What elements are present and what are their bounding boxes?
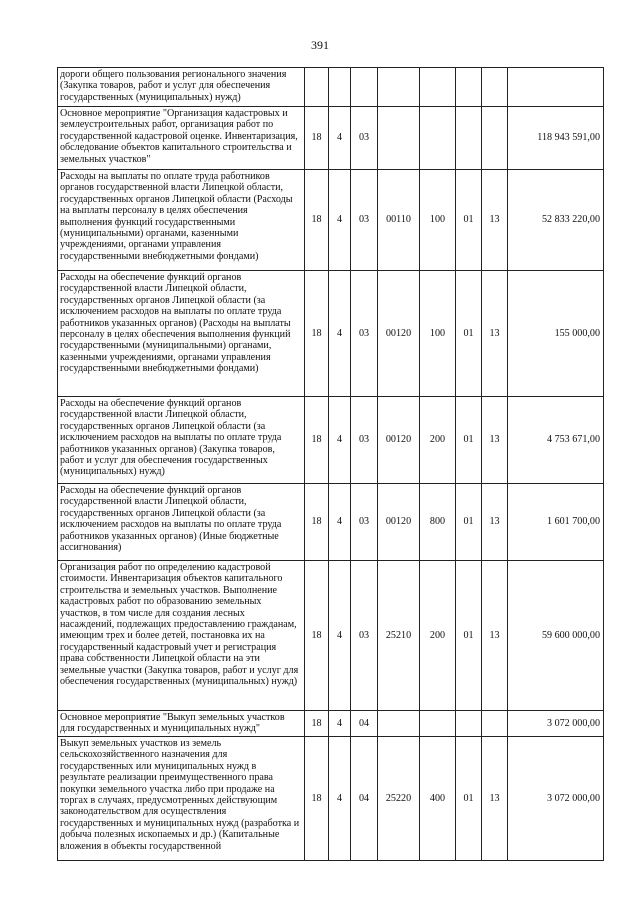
cell-c2: 4: [329, 271, 351, 397]
cell-c7: 13: [482, 484, 508, 561]
row-amount: 155 000,00: [508, 271, 604, 397]
cell-c5: 200: [420, 397, 456, 484]
cell-c7: 13: [482, 737, 508, 861]
cell-c2: 4: [329, 170, 351, 271]
table-row: [58, 484, 604, 561]
row-name: Выкуп земельных участков из земель сельскохозяйственного назначения для государственных или муниципальных нужд в результате реализации преимущественного права покупки земельного участка либо при продаже на торгах в случаях, предусмотренных действующим законодательством для осуществления государственных и муниципальных нужд (разработка и добыча полезных ископаемых и др.) (Капитальные вложения в объекты государственной: [58, 737, 305, 861]
table-row: [58, 107, 604, 170]
table-row: [58, 68, 604, 107]
row-name: Основное мероприятие "Выкуп земельных участков для государственных и муниципальных нужд": [58, 711, 305, 737]
cell-c3: 03: [351, 397, 378, 484]
cell-c7: 13: [482, 271, 508, 397]
cell-c3: 03: [351, 170, 378, 271]
cell-c3: 04: [351, 711, 378, 737]
row-name: Расходы на обеспечение функций органов государственной власти Липецкой области, государственных органов Липецкой области (за исключением расходов на выплаты по оплате труда работников указанных органов) (Закупка товаров, работ и услуг для обеспечения государственных (муниципальных) нужд): [58, 397, 305, 484]
cell-c3: 03: [351, 107, 378, 170]
cell-c2: 4: [329, 711, 351, 737]
cell-c1: [305, 68, 329, 107]
row-name: Расходы на обеспечение функций органов государственной власти Липецкой области, государственных органов Липецкой области (за исключением расходов на выплаты по оплате труда работников указанных органов) (Расходы на выплаты персоналу в целях обеспечения выполнения функций государственными (муниципальными) органами, казенными учреждениями, органами управления государственными внебюджетными фондами): [58, 271, 305, 397]
cell-c6: [456, 107, 482, 170]
cell-c7: 13: [482, 561, 508, 711]
cell-c6: 01: [456, 397, 482, 484]
cell-c4: 00120: [378, 397, 420, 484]
cell-c7: [482, 711, 508, 737]
table-row: [58, 271, 604, 397]
cell-c4: [378, 107, 420, 170]
cell-c3: 03: [351, 484, 378, 561]
row-amount: [508, 68, 604, 107]
cell-c4: [378, 68, 420, 107]
row-amount: 4 753 671,00: [508, 397, 604, 484]
cell-c2: 4: [329, 397, 351, 484]
cell-c5: [420, 107, 456, 170]
cell-c3: [351, 68, 378, 107]
cell-c1: 18: [305, 737, 329, 861]
page-number: 391: [311, 38, 329, 52]
cell-c6: 01: [456, 737, 482, 861]
cell-c3: 04: [351, 737, 378, 861]
cell-c5: [420, 711, 456, 737]
cell-c5: [420, 68, 456, 107]
cell-c1: 18: [305, 484, 329, 561]
cell-c2: 4: [329, 484, 351, 561]
row-name: Расходы на выплаты по оплате труда работников органов государственной власти Липецкой области, государственных органов Липецкой области (Расходы на выплаты персоналу в целях обеспечения выполнения функций государственными (муниципальными) органами, казенными учреждениями, органами управления государственными внебюджетными фондами): [58, 170, 305, 271]
row-amount: 59 600 000,00: [508, 561, 604, 711]
cell-c6: 01: [456, 561, 482, 711]
cell-c1: 18: [305, 170, 329, 271]
cell-c6: [456, 711, 482, 737]
row-name: Основное мероприятие "Организация кадастровых и землеустроительных работ, организация работ по государственной кадастровой оценке. Инвентаризация, обследование объектов капитального строительства и земельных участков": [58, 107, 305, 170]
cell-c1: 18: [305, 561, 329, 711]
cell-c2: 4: [329, 107, 351, 170]
cell-c2: 4: [329, 561, 351, 711]
cell-c1: 18: [305, 711, 329, 737]
row-name: дороги общего пользования регионального значения (Закупка товаров, работ и услуг для обеспечения государственных (муниципальных) нужд): [58, 68, 305, 107]
budget-table: [57, 67, 604, 861]
cell-c4: 25210: [378, 561, 420, 711]
cell-c4: 00120: [378, 271, 420, 397]
cell-c1: 18: [305, 271, 329, 397]
cell-c4: [378, 711, 420, 737]
cell-c6: 01: [456, 170, 482, 271]
cell-c1: 18: [305, 107, 329, 170]
cell-c7: 13: [482, 397, 508, 484]
table-row: [58, 737, 604, 861]
row-amount: 1 601 700,00: [508, 484, 604, 561]
cell-c5: 800: [420, 484, 456, 561]
row-amount: 3 072 000,00: [508, 711, 604, 737]
cell-c7: 13: [482, 170, 508, 271]
cell-c3: 03: [351, 561, 378, 711]
cell-c2: [329, 68, 351, 107]
cell-c2: 4: [329, 737, 351, 861]
cell-c6: [456, 68, 482, 107]
row-amount: 3 072 000,00: [508, 737, 604, 861]
row-amount: 52 833 220,00: [508, 170, 604, 271]
cell-c5: 400: [420, 737, 456, 861]
cell-c4: 00120: [378, 484, 420, 561]
cell-c4: 00110: [378, 170, 420, 271]
row-name: Расходы на обеспечение функций органов государственной власти Липецкой области, государственных органов Липецкой области (за исключением расходов на выплаты по оплате труда работников указанных органов) (Иные бюджетные ассигнования): [58, 484, 305, 561]
cell-c4: 25220: [378, 737, 420, 861]
cell-c6: 01: [456, 271, 482, 397]
cell-c5: 100: [420, 170, 456, 271]
table-row: [58, 397, 604, 484]
cell-c3: 03: [351, 271, 378, 397]
table-row: [58, 711, 604, 737]
table-row: [58, 561, 604, 711]
table-row: [58, 170, 604, 271]
cell-c7: [482, 68, 508, 107]
row-name: Организация работ по определению кадастровой стоимости. Инвентаризация объектов капитального строительства и земельных участков. Выполнение кадастровых работ по образованию земельных участков, в том числе для создания лесных насаждений, подлежащих предоставлению гражданам, имеющим трех и более детей, постановка их на государственный кадастровый учет и регистрация права собственности Липецкой области на эти земельные участки (Закупка товаров, работ и услуг для обеспечения государственных (муниципальных) нужд): [58, 561, 305, 711]
row-amount: 118 943 591,00: [508, 107, 604, 170]
cell-c5: 100: [420, 271, 456, 397]
cell-c5: 200: [420, 561, 456, 711]
cell-c7: [482, 107, 508, 170]
cell-c1: 18: [305, 397, 329, 484]
cell-c6: 01: [456, 484, 482, 561]
